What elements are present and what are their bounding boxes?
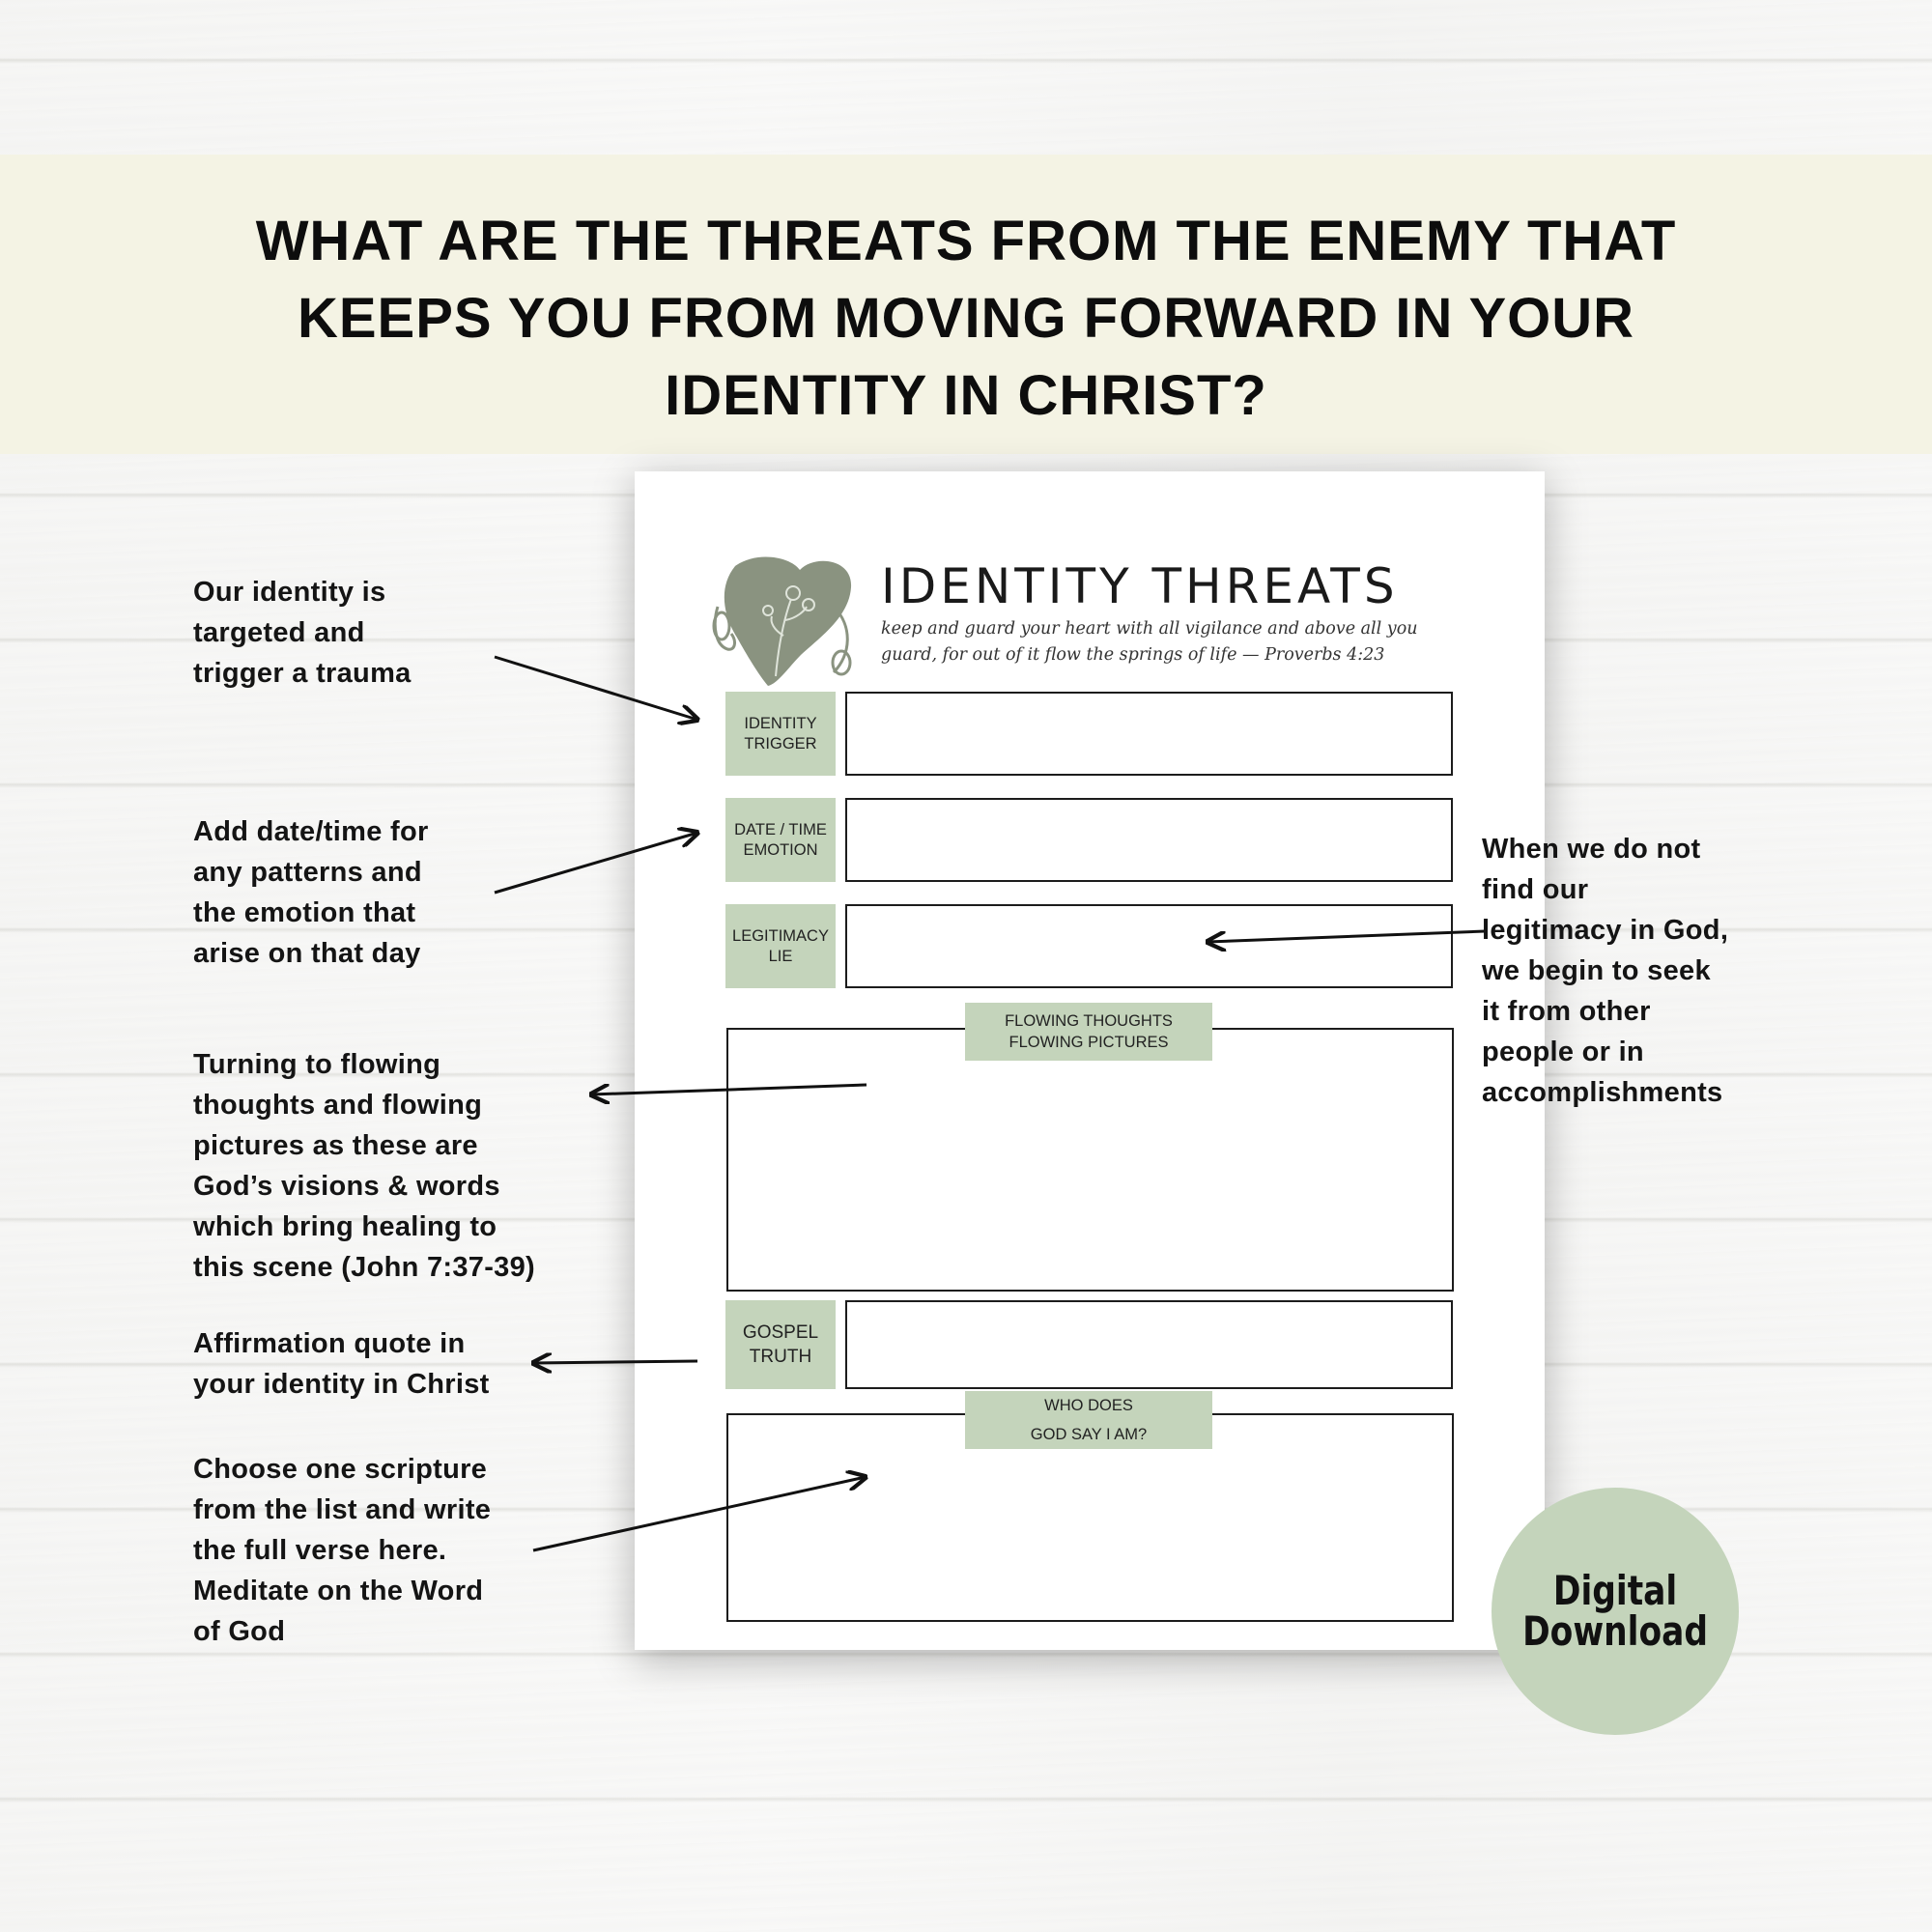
flowing-thoughts-field[interactable] <box>726 1028 1454 1292</box>
flower-heart-logo-icon <box>708 549 863 694</box>
who-does-god-say-label: WHO DOES GOD SAY I AM? <box>965 1391 1212 1449</box>
annotation-trigger: Our identity is targeted and trigger a trauma <box>193 577 412 689</box>
worksheet-verse: keep and guard your heart with all vigilance and above all you guard, for out of it flow the springs of life — Proverbs 4:23 <box>881 619 1418 665</box>
annotation-date: Add date/time for any patterns and the emotion that arise on that day <box>193 816 429 969</box>
date-time-emotion-label: DATE / TIME EMOTION <box>725 798 836 882</box>
date-time-emotion-field[interactable] <box>845 798 1453 882</box>
gospel-truth-field[interactable] <box>845 1300 1453 1389</box>
identity-trigger-field[interactable] <box>845 692 1453 776</box>
legitimacy-lie-label: LEGITIMACY LIE <box>725 904 836 988</box>
identity-trigger-label: IDENTITY TRIGGER <box>725 692 836 776</box>
headline: WHAT ARE THE THREATS FROM THE ENEMY THAT KEEPS YOU FROM MOVING FORWARD IN YOUR IDENTITY IN CHRIST? <box>255 210 1677 427</box>
flowing-thoughts-label: FLOWING THOUGHTS FLOWING PICTURES <box>965 1003 1212 1061</box>
gospel-truth-label: GOSPEL TRUTH <box>725 1300 836 1389</box>
digital-download-badge <box>1492 1488 1739 1735</box>
legitimacy-lie-field[interactable] <box>845 904 1453 988</box>
annotation-legitimacy: When we do not find our legitimacy in God, we begin to seek it from other people or in accomplishments <box>1482 834 1729 1108</box>
badge-text: Digital Download <box>1522 1567 1708 1655</box>
worksheet-title: IDENTITY THREATS <box>881 558 1399 614</box>
annotation-flowing: Turning to flowing thoughts and flowing pictures as these are God’s visions & words which bring healing to this scene (John 7:37-39) <box>193 1049 535 1283</box>
annotation-scripture: Choose one scripture from the list and write the full verse here. Meditate on the Word of God <box>193 1454 492 1647</box>
annotation-affirmation: Affirmation quote in your identity in Christ <box>193 1328 490 1400</box>
